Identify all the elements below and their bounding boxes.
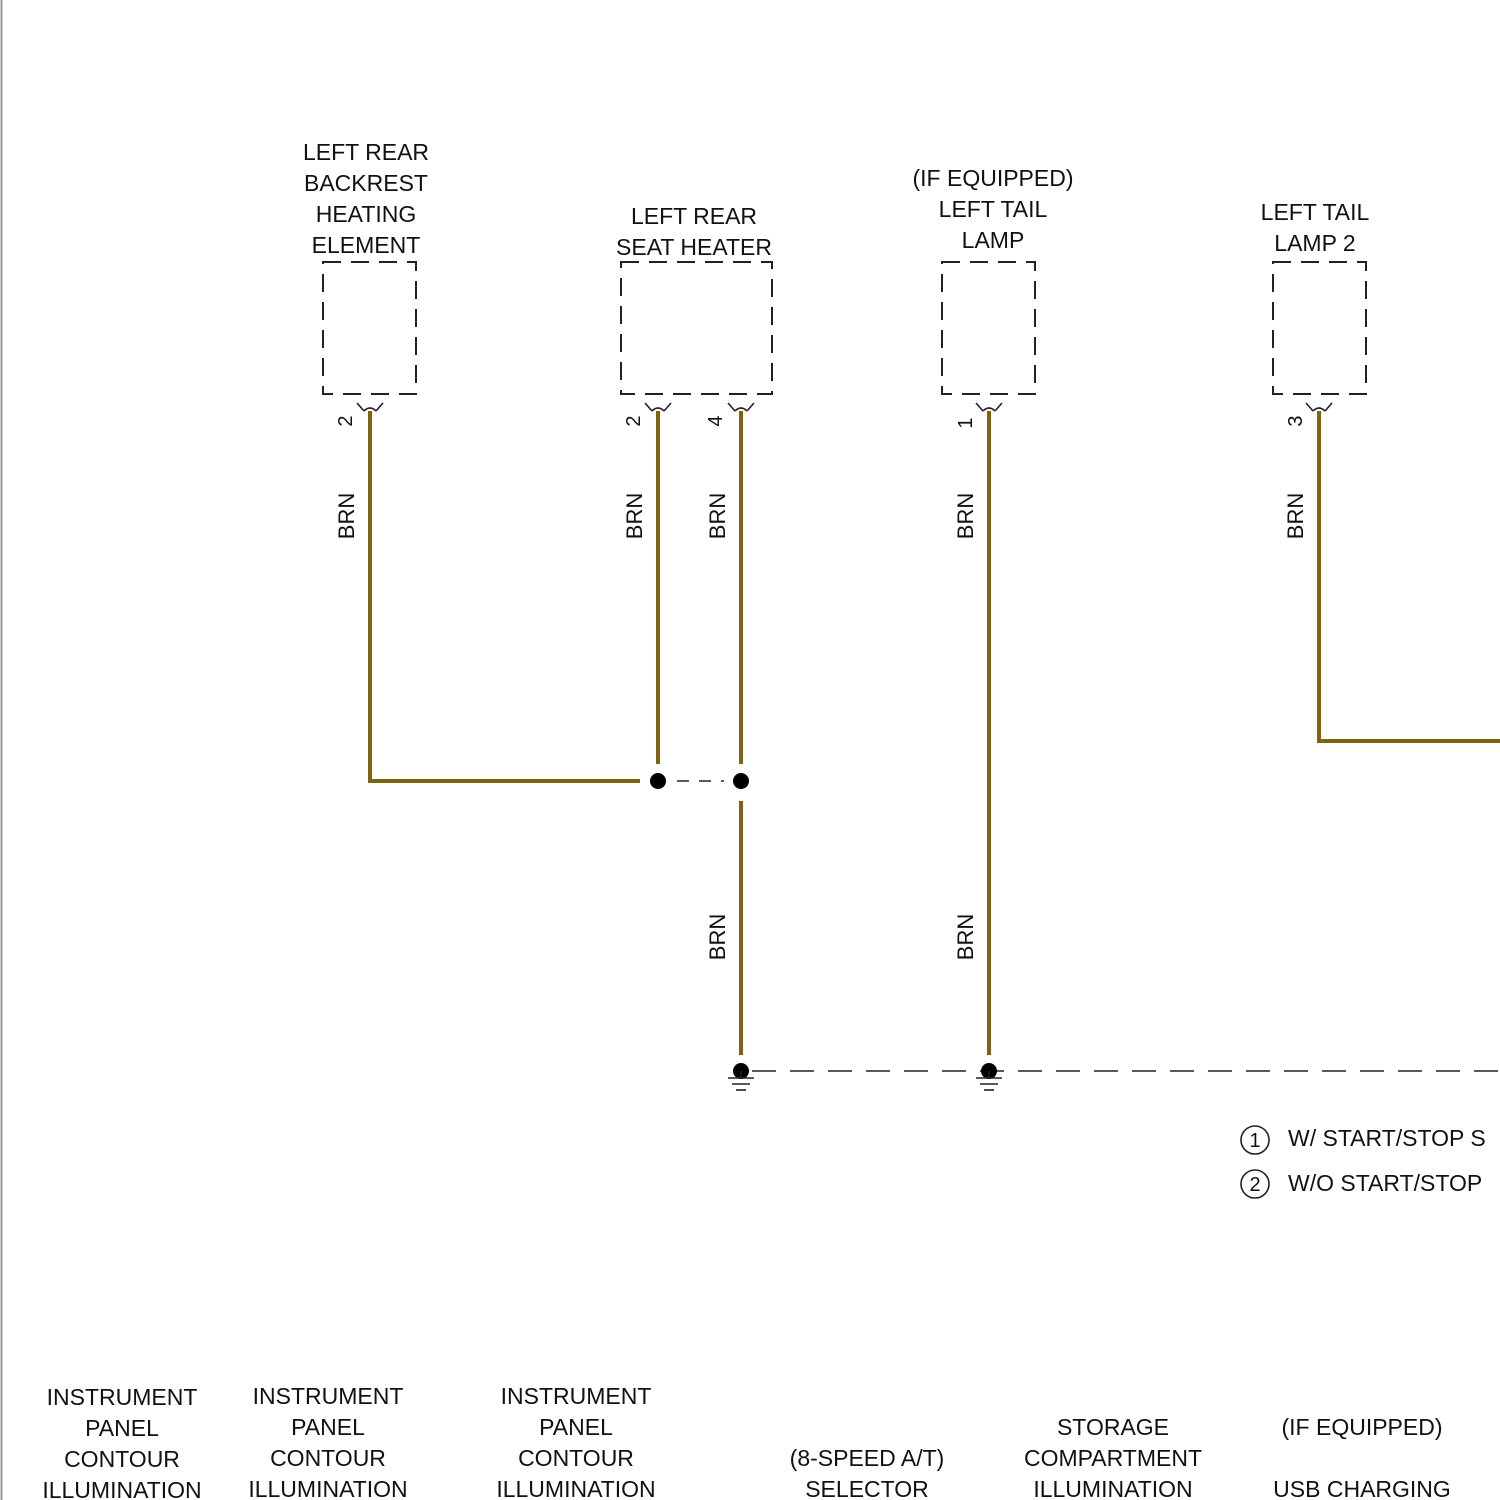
connector-seat-a: [645, 403, 671, 411]
tail-lamp-box: [942, 262, 1035, 394]
wire-tail-2: [1319, 411, 1500, 741]
svg-text:INSTRUMENT: INSTRUMENT: [252, 1383, 404, 1409]
svg-text:BRN: BRN: [705, 492, 730, 540]
connector-seat-b: [728, 403, 754, 411]
bottom-label-selector: [790, 1445, 945, 1500]
svg-text:BRN: BRN: [1283, 492, 1308, 540]
svg-text:PANEL: PANEL: [85, 1415, 159, 1441]
svg-text:2: 2: [1249, 1174, 1261, 1196]
svg-text:W/ START/STOP S: W/ START/STOP S: [1288, 1125, 1486, 1151]
svg-text:SEAT HEATER: SEAT HEATER: [616, 234, 772, 260]
splice-dot-a: [650, 773, 666, 789]
svg-text:LEFT TAIL: LEFT TAIL: [938, 196, 1048, 222]
svg-text:LAMP: LAMP: [961, 227, 1025, 253]
svg-text:STORAGE: STORAGE: [1056, 1414, 1170, 1440]
svg-text:ELEMENT: ELEMENT: [311, 232, 421, 258]
connector-tail: [976, 403, 1002, 411]
svg-text:LAMP 2: LAMP 2: [1274, 230, 1356, 256]
splice-dot-b: [733, 773, 749, 789]
legend: [1241, 1125, 1486, 1198]
svg-text:BACKREST: BACKREST: [304, 170, 428, 196]
svg-text:ILLUMINATION: ILLUMINATION: [248, 1476, 408, 1500]
svg-text:(IF EQUIPPED): (IF EQUIPPED): [1281, 1414, 1443, 1440]
svg-text:1: 1: [1249, 1130, 1261, 1152]
svg-text:LEFT REAR: LEFT REAR: [302, 139, 430, 165]
svg-text:ILLUMINATION: ILLUMINATION: [496, 1476, 656, 1500]
svg-text:ILLUMINATION: ILLUMINATION: [1033, 1476, 1193, 1500]
svg-text:LEFT REAR: LEFT REAR: [630, 203, 758, 229]
bottom-label-ip-contour-2: [248, 1383, 407, 1500]
svg-text:PANEL: PANEL: [291, 1414, 365, 1440]
legend-item-2: [1241, 1170, 1482, 1198]
bottom-label-storage: [1024, 1414, 1202, 1500]
tail-lamp-2-label: [1261, 199, 1370, 256]
connector-symbols: [357, 403, 1332, 411]
svg-text:BRN: BRN: [334, 492, 359, 540]
pin-seat-b: 4: [705, 415, 727, 427]
backrest-heating-element-box: [323, 262, 416, 394]
svg-text:PANEL: PANEL: [539, 1414, 613, 1440]
pin-backrest: 2: [335, 415, 357, 427]
svg-text:BRN: BRN: [705, 913, 730, 961]
bottom-label-usb: [1273, 1414, 1451, 1500]
legend-item-1: [1241, 1125, 1486, 1154]
svg-text:(8-SPEED A/T): (8-SPEED A/T): [789, 1445, 945, 1471]
svg-text:ILLUMINATION: ILLUMINATION: [42, 1477, 202, 1500]
ground-icon: [976, 1063, 1002, 1090]
svg-text:USB CHARGING: USB CHARGING: [1273, 1476, 1451, 1500]
svg-text:BRN: BRN: [953, 492, 978, 540]
wire-color-labels: [334, 493, 1308, 960]
svg-text:INSTRUMENT: INSTRUMENT: [46, 1384, 198, 1410]
svg-text:INSTRUMENT: INSTRUMENT: [500, 1383, 652, 1409]
wire-backrest: [370, 411, 640, 781]
svg-text:CONTOUR: CONTOUR: [64, 1446, 180, 1472]
connector-backrest: [357, 403, 383, 411]
svg-text:SELECTOR: SELECTOR: [805, 1476, 929, 1500]
pin-seat-a: 2: [623, 415, 645, 427]
svg-text:CONTOUR: CONTOUR: [518, 1445, 634, 1471]
svg-text:BRN: BRN: [622, 492, 647, 540]
svg-text:W/O START/STOP: W/O START/STOP: [1288, 1170, 1483, 1196]
bottom-label-ip-contour-3: [496, 1383, 655, 1500]
svg-text:BRN: BRN: [953, 913, 978, 961]
svg-text:HEATING: HEATING: [315, 201, 417, 227]
pin-tail: 1: [955, 417, 977, 429]
backrest-heating-element-label: [303, 139, 429, 258]
seat-heater-label: [616, 203, 772, 260]
seat-heater-box: [621, 262, 772, 394]
svg-text:COMPARTMENT: COMPARTMENT: [1023, 1445, 1203, 1471]
tail-lamp-2-box: [1273, 262, 1366, 394]
tail-lamp-label: [912, 165, 1073, 253]
wires: [370, 411, 1500, 1055]
svg-text:LEFT TAIL: LEFT TAIL: [1260, 199, 1370, 225]
connector-tail-2: [1306, 403, 1332, 411]
bottom-label-ip-contour-1: [42, 1384, 201, 1500]
ground-icon: [728, 1063, 754, 1090]
svg-text:(IF EQUIPPED): (IF EQUIPPED): [912, 165, 1074, 191]
svg-text:CONTOUR: CONTOUR: [270, 1445, 386, 1471]
pin-tail-2: 3: [1285, 415, 1307, 427]
